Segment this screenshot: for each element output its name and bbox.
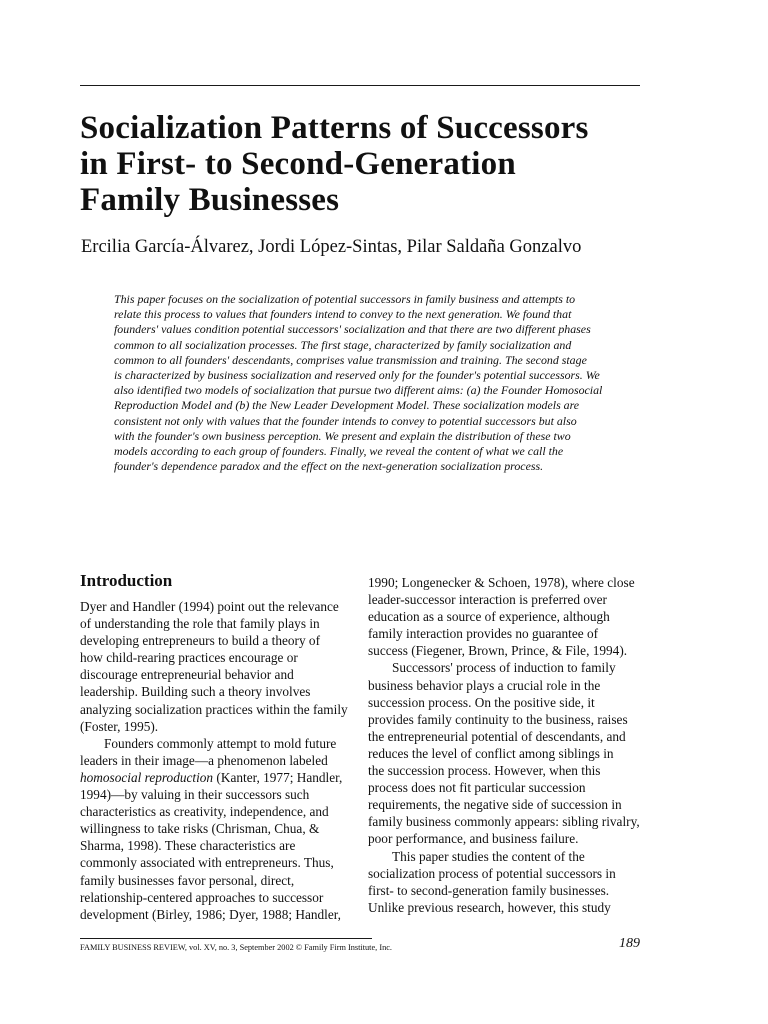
text-line: 1994)—by valuing in their successors such [80, 787, 310, 803]
text-line: Dyer and Handler (1994) point out the relevance [80, 599, 339, 614]
abstract-line: founder's dependence paradox and the effect on the next-generation socialization process. [114, 459, 544, 474]
text-line: This paper studies the content of the [392, 848, 585, 864]
text-line: development (Birley, 1986; Dyer, 1988; Handler, [80, 906, 341, 922]
abstract-line: This paper focuses on the socialization of potential successors in family business and attempts to [114, 292, 576, 306]
text-line: leader-successor interaction is preferred over [368, 592, 607, 608]
text-line: business behavior plays a crucial role in the [368, 677, 601, 693]
right-column [368, 574, 640, 916]
intro-paragraph-1 [80, 598, 355, 735]
text-line [80, 769, 355, 786]
text-line: reduces the level of conflict among siblings in [368, 745, 614, 761]
abstract-line: with the founder's own business perception. We present and explain the distribution of these two [114, 428, 571, 443]
text-line: family business commonly appears: sibling rivalry, [368, 814, 640, 830]
text-line: the succession process. However, when this [368, 763, 601, 779]
article-authors: Ercilia García-Álvarez, Jordi López-Sintas, Pilar Saldaña Gonzalvo [81, 237, 582, 257]
text-line: commonly associated with entrepreneurs. Thus, [80, 855, 334, 871]
text-line: how child-rearing practices encourage or [80, 650, 298, 666]
text-line: provides family continuity to the business, raises [368, 711, 628, 727]
text-line: characteristics as creativity, independence, and [80, 804, 329, 820]
abstract-line: Reproduction Model and (b) the New Leader Development Model. These socialization models are [114, 398, 580, 413]
abstract-line: models according to each group of founders. Finally, we reveal the content of what we call the [114, 444, 564, 459]
intro-paragraph-3 [368, 574, 640, 659]
text-line: (Foster, 1995). [80, 718, 159, 734]
text-line: Founders commonly attempt to mold future [104, 735, 337, 751]
text-line: relationship-centered approaches to successor [80, 889, 324, 905]
page-number: 189 [619, 936, 640, 951]
abstract-line: consistent not only with values that the founder intends to convey to potential successors but also [114, 413, 577, 428]
text-line: education as a source of experience, although [368, 609, 610, 625]
abstract-line: is characterized by business socialization and reserved only for the founder's potential successors. We [114, 368, 600, 383]
text-line: leadership. Building such a theory involves [80, 684, 311, 700]
left-column [80, 570, 355, 923]
text-line: of understanding the role that family plays in [80, 616, 320, 632]
abstract-line: common to all socialization processes. The first stage, characterized by family socialization and [114, 337, 572, 352]
title-line: in First- to Second-Generation [80, 146, 516, 182]
text-line: success (Fiegener, Brown, Prince, & File, 1994). [368, 643, 628, 659]
text-line: family interaction provides no guarantee of [368, 626, 599, 642]
title-line: Socialization Patterns of Successors [80, 110, 589, 146]
intro-paragraph-5 [368, 848, 640, 916]
title-line: Family Businesses [80, 182, 340, 218]
abstract-line: also identified two models of socialization that pursue two different aims: (a) the Founder Homosocial [114, 383, 603, 398]
article-title [80, 110, 660, 218]
text-line: leaders in their image—a phenomenon labeled [80, 752, 328, 768]
text-line: the entrepreneurial potential of descendants, and [368, 728, 626, 744]
abstract-line: founders' values condition potential successors' socialization and that there are two different phases [114, 322, 591, 337]
text-line: first- to second-generation family businesses. [368, 882, 610, 898]
text-line: succession process. On the positive side, it [368, 694, 595, 710]
journal-citation: FAMILY BUSINESS REVIEW, vol. XV, no. 3, September 2002 © Family Firm Institute, Inc. [80, 943, 392, 952]
text-line: Sharma, 1998). These characteristics are [80, 838, 296, 854]
abstract [114, 292, 614, 474]
intro-paragraph-4 [368, 659, 640, 847]
introduction-heading: Introduction [80, 571, 173, 590]
citation-text: (Kanter, 1977; Handler, [213, 769, 343, 785]
abstract-line: common to all founders' descendants, comprises value transmission and training. The second stage [114, 352, 587, 367]
intro-paragraph-2 [80, 735, 355, 923]
text-line: Unlike previous research, however, this study [368, 899, 611, 915]
text-line: family businesses favor personal, direct, [80, 872, 295, 888]
text-line: requirements, the negative side of succession in [368, 797, 622, 813]
abstract-line: relate this process to values that founders intend to convey to the next generation. We found that [114, 307, 572, 322]
text-line: discourage entrepreneurial behavior and [80, 667, 294, 683]
text-line: Successors' process of induction to family [392, 660, 616, 676]
text-line: socialization process of potential successors in [368, 865, 616, 881]
text-line: developing entrepreneurs to build a theory of [80, 633, 321, 649]
text-line: willingness to take risks (Chrisman, Chua, & [80, 821, 320, 837]
top-rule [80, 85, 640, 86]
text-line: poor performance, and business failure. [368, 831, 579, 847]
italic-term: homosocial reproduction [80, 769, 214, 785]
text-line: process does not fit particular succession [368, 780, 586, 796]
footer-rule [80, 938, 372, 939]
text-line: 1990; Longenecker & Schoen, 1978), where close [368, 575, 635, 590]
text-line: analyzing socialization practices within the family [80, 701, 348, 717]
